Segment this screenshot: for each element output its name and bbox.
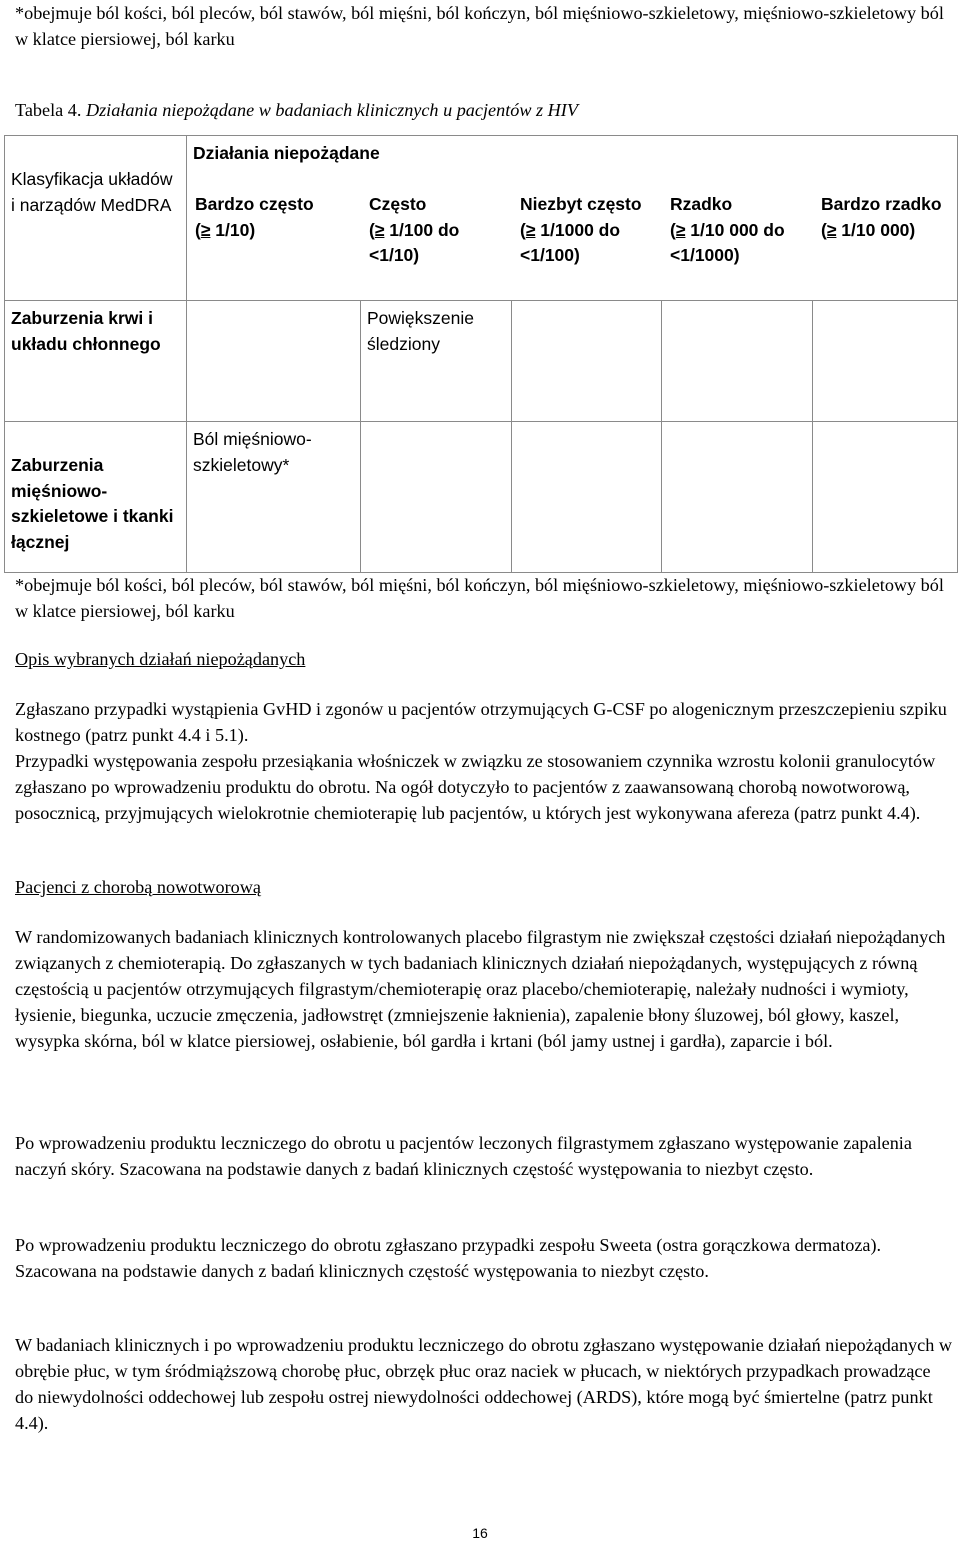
- paragraph-gvhd: Zgłaszano przypadki wystąpienia GvHD i zgonów u pacjentów otrzymujących G-CSF po alogenicznym przeszczepieniu szpiku kostnego (patrz punkt 4.4 i 5.1).: [15, 699, 947, 745]
- paragraph-cutaneous-vasculitis: Po wprowadzeniu produktu leczniczego do obrotu u pacjentów leczonych filgrastymem zgłaszano występowanie zapalenia naczyń skóry. Szacowana na podstawie danych z badań klinicznych częstość występowania to niezbyt często.: [15, 1133, 912, 1179]
- table-cell: [813, 422, 958, 573]
- ae-splenomegaly: Powiększenie śledziony: [367, 308, 474, 354]
- table-cell: [512, 422, 662, 573]
- paragraph-capillary-leak: Przypadki występowania zespołu przesiąkania włośniczek w związku ze stosowaniem czynnika wzrostu kolonii granulocytów zgłaszano po wprowadzeniu produktu do obrotu. Na ogół dotyczyło to pacjentów z zaawansowaną chorobą nowotworową, posocznicą, przyjmujących wielokrotnie chemioterapię lub pacjentów, u których jest wykonywana afereza (patrz punkt 4.4).: [15, 751, 936, 823]
- soc-label: Zaburzenia krwi i układu chłonnego: [11, 308, 161, 354]
- paragraph-randomized-trials: W randomizowanych badaniach klinicznych kontrolowanych placebo filgrastym nie zwiększał częstości działań niepożądanych związanych z chemioterapią. Do zgłaszanych w tych badaniach klinicznych działań niepożądanych, występujących z równą częstością u pacjentów otrzymujących filgrastym/chemioterapię oraz placebo/chemioterapię, należały nudności i wymioty, łysienie, biegunka, uczucie zmęczenia, jadłowstręt (zmniejszenie łaknienia), zapalenie błony śluzowej, ból głowy, kaszel, wysypka skórna, ból w klatce piersiowej, osłabienie, ból gardła i krtani (ból jamy ustnej i gardła), zaparcie i ból.: [15, 927, 946, 1051]
- paragraph-sweet-syndrome: Po wprowadzeniu produktu leczniczego do obrotu zgłaszano przypadki zespołu Sweeta (ostra gorączkowa dermatoza). Szacowana na podstawie danych z badań klinicznych częstość występowania to niezbyt często.: [15, 1235, 882, 1281]
- freq-header-very-rare: Bardzo rzadko (≥ 1/10 000): [821, 194, 942, 240]
- soc-cell: [5, 301, 187, 422]
- table-cell: [187, 422, 361, 573]
- soc-cell: [5, 422, 187, 573]
- table-caption-text: Działania niepożądane w badaniach klinicznych u pacjentów z HIV: [81, 100, 578, 120]
- freq-header-rare: Rzadko (≥ 1/10 000 do <1/1000): [670, 194, 785, 265]
- table-cell: [662, 301, 813, 422]
- table-cell: [813, 301, 958, 422]
- soc-label: Zaburzenia mięśniowo-szkieletowe i tkanki łącznej: [11, 455, 174, 552]
- soc-header-cell: [5, 136, 187, 301]
- section-heading-cancer-patients: Pacjenci z chorobą nowotworową: [15, 877, 261, 897]
- soc-header: Klasyfikacja układów i narządów MedDRA: [11, 169, 173, 215]
- table-cell: [512, 301, 662, 422]
- table-caption: [15, 97, 578, 123]
- ae-header: Działania niepożądane: [193, 143, 380, 163]
- table-cell: [361, 301, 512, 422]
- table-caption-label: Tabela 4.: [15, 100, 82, 120]
- page-number: 16: [472, 1525, 488, 1541]
- frequency-headers: [186, 192, 957, 312]
- table-cell: [662, 422, 813, 573]
- table-cell: [361, 422, 512, 573]
- table-footnote: *obejmuje ból kości, ból pleców, ból stawów, ból mięśni, ból kończyn, ból mięśniowo-szkieletowy, mięśniowo-szkieletowy ból w klatce piersiowej, ból karku: [15, 575, 944, 621]
- table-cell: [187, 301, 361, 422]
- freq-header-uncommon: Niezbyt często (≥ 1/1000 do <1/100): [520, 194, 642, 265]
- paragraph-pulmonary-ae: W badaniach klinicznych i po wprowadzeniu produktu leczniczego do obrotu zgłaszano występowanie działań niepożądanych w obrębie płuc, w tym śródmiąższową chorobę płuc, obrzęk płuc oraz naciek w płucach, w niektórych przypadkach prowadzące do niewydolności oddechowej lub zespołu ostrej niewydolności oddechowej (ARDS), które mogą być śmiertelne (patrz punkt 4.4).: [15, 1335, 952, 1433]
- freq-header-common: Często (≥ 1/100 do <1/10): [369, 194, 460, 265]
- section-heading-selected-ae: Opis wybranych działań niepożądanych: [15, 649, 306, 669]
- freq-header-very-common: Bardzo często (≥ 1/10): [195, 194, 314, 240]
- top-footnote: *obejmuje ból kości, ból pleców, ból stawów, ból mięśni, ból kończyn, ból mięśniowo-szkieletowy, mięśniowo-szkieletowy ból w klatce piersiowej, ból karku: [15, 3, 944, 49]
- ae-musculoskeletal-pain: Ból mięśniowo-szkieletowy*: [193, 429, 312, 475]
